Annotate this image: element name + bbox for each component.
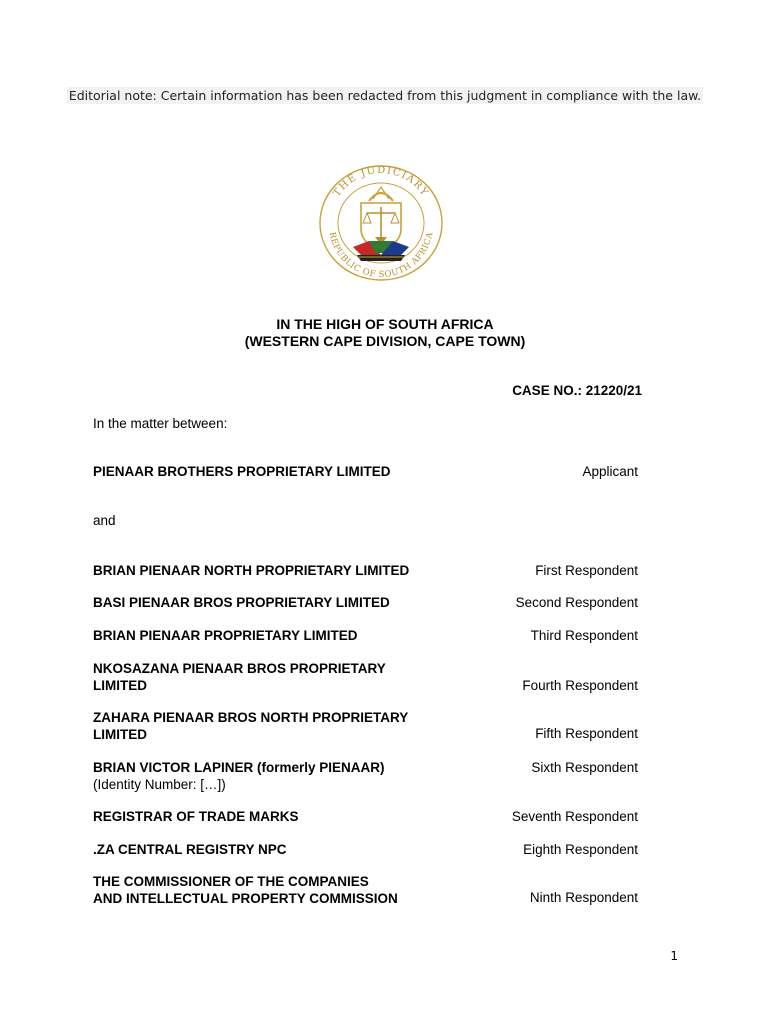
respondent-role: Ninth Respondent — [529, 890, 638, 905]
editorial-note-text: Editorial note: Certain information has been redacted from this judgment in compliance with the law. — [68, 88, 702, 103]
respondent-role: Seventh Respondent — [511, 809, 638, 824]
respondent-role: Third Respondent — [530, 628, 638, 643]
court-title — [0, 316, 770, 350]
respondent-name-line: BASI PIENAAR BROS PROPRIETARY LIMITED — [93, 595, 390, 610]
respondent-name-line: ZAHARA PIENAAR BROS NORTH PROPRIETARY — [93, 710, 409, 725]
respondent-role: Second Respondent — [515, 595, 638, 610]
case-number: CASE NO.: 21220/21 — [512, 383, 642, 398]
applicant-role: Applicant — [582, 464, 638, 479]
respondent-name-line: REGISTRAR OF TRADE MARKS — [93, 809, 299, 824]
respondent-name-line: BRIAN PIENAAR NORTH PROPRIETARY LIMITED — [93, 563, 410, 578]
respondent-role: First Respondent — [535, 563, 638, 578]
respondent-role: Eighth Respondent — [523, 842, 638, 857]
respondent-name-line: BRIAN PIENAAR PROPRIETARY LIMITED — [93, 628, 358, 643]
respondent-role: Sixth Respondent — [531, 760, 638, 775]
respondent-name-line: BRIAN VICTOR LAPINER (formerly PIENAAR) — [93, 760, 385, 775]
respondent-name — [93, 874, 398, 907]
respondent-name — [93, 661, 386, 694]
respondent-name-line: AND INTELLECTUAL PROPERTY COMMISSION — [93, 890, 398, 906]
respondent-name-line: .ZA CENTRAL REGISTRY NPC — [93, 842, 287, 857]
respondent-name — [93, 595, 390, 612]
respondent-name — [93, 563, 409, 580]
respondent-name-line: LIMITED — [93, 677, 147, 693]
court-line-1: IN THE HIGH OF SOUTH AFRICA — [276, 316, 494, 332]
editorial-note — [0, 88, 770, 103]
respondent-name — [93, 628, 358, 645]
judiciary-seal-icon — [317, 163, 445, 283]
respondent-name — [93, 710, 408, 743]
respondent-name — [93, 809, 299, 826]
and-text: and — [93, 513, 116, 528]
matter-intro: In the matter between: — [93, 416, 228, 431]
respondent-name-line: THE COMMISSIONER OF THE COMPANIES — [93, 874, 369, 889]
court-line-2: (WESTERN CAPE DIVISION, CAPE TOWN) — [244, 333, 526, 349]
respondent-name-line: NKOSAZANA PIENAAR BROS PROPRIETARY — [93, 661, 386, 676]
respondent-name — [93, 760, 385, 793]
respondent-name — [93, 842, 287, 859]
identity-number: (Identity Number: […]) — [93, 776, 226, 792]
respondent-role: Fifth Respondent — [535, 726, 638, 741]
applicant-name: PIENAAR BROTHERS PROPRIETARY LIMITED — [93, 464, 391, 479]
respondent-name-line: LIMITED — [93, 726, 147, 742]
svg-text:THE JUDICIARY: THE JUDICIARY — [331, 164, 431, 199]
page-number: 1 — [670, 949, 678, 963]
respondent-role: Fourth Respondent — [522, 678, 638, 693]
svg-text:REPUBLIC OF SOUTH AFRICA: REPUBLIC OF SOUTH AFRICA — [326, 231, 436, 281]
